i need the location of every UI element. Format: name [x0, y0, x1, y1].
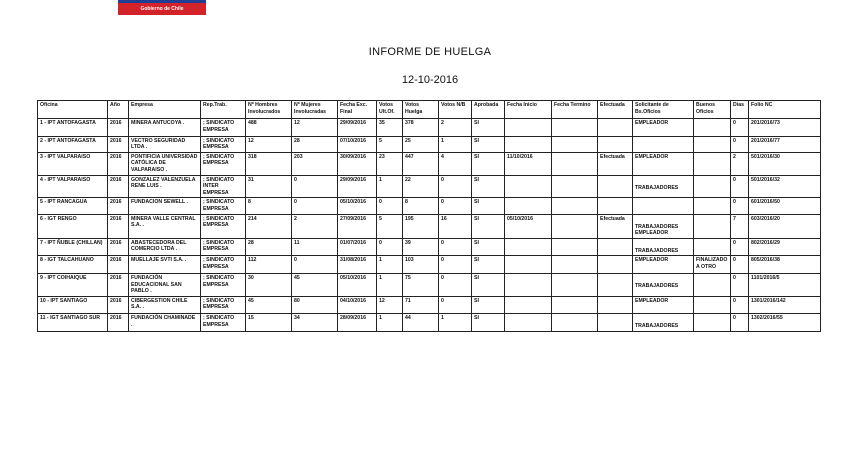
cell-empresa: FUNDACIÓN EDUCACIONAL SAN PABLO .	[129, 273, 201, 296]
solicitante-text: EMPLEADOR	[635, 297, 669, 304]
cell-hombres: 488	[246, 119, 292, 137]
cell-anio: 2016	[108, 256, 129, 274]
cell-termino	[552, 136, 598, 152]
cell-votos-huelga: 8	[403, 198, 439, 214]
column-header: Fecha Inicio	[505, 101, 552, 119]
cell-mujeres: 45	[292, 273, 338, 296]
cell-dias: 0	[731, 314, 749, 332]
column-header: Votos N/B	[439, 101, 472, 119]
cell-inicio: 11/10/2016	[505, 152, 552, 175]
cell-oficina: 5 - IPT RANCAGUA	[38, 198, 108, 214]
cell-votos-nb: 1	[439, 314, 472, 332]
solicitante-bottom-text: TRABAJADORES	[635, 247, 679, 254]
table-row	[38, 119, 821, 137]
table-row	[38, 214, 821, 238]
cell-solicitante	[633, 273, 694, 296]
cell-votos-ult: 1	[377, 256, 403, 274]
cell-solicitante	[633, 256, 694, 274]
cell-anio: 2016	[108, 296, 129, 314]
cell-votos-nb: 1	[439, 136, 472, 152]
cell-empresa: MINERA ANTUCOYA .	[129, 119, 201, 137]
cell-mujeres: 11	[292, 238, 338, 256]
column-header: Nº Hombres Involucrados	[246, 101, 292, 119]
cell-aprobada: SI	[472, 296, 505, 314]
cell-hombres: 15	[246, 314, 292, 332]
cell-efectuada	[598, 119, 633, 137]
cell-dias: 2	[731, 152, 749, 175]
solicitante-bottom-text: TRABAJADORES EMPLEADOR	[635, 223, 679, 237]
column-header: Fecha Exc. Final	[338, 101, 377, 119]
cell-votos-ult: 5	[377, 214, 403, 238]
strike-table	[37, 100, 821, 332]
cell-mujeres: 0	[292, 256, 338, 274]
cell-termino	[552, 152, 598, 175]
table-row	[38, 296, 821, 314]
column-header: Solicitante de Bs.Oficios	[633, 101, 694, 119]
cell-aprobada: SI	[472, 119, 505, 137]
cell-mujeres: 12	[292, 119, 338, 137]
cell-aprobada: SI	[472, 214, 505, 238]
solicitante-bottom-text: TRABAJADORES	[635, 323, 679, 330]
cell-solicitante	[633, 136, 694, 152]
cell-dias: 0	[731, 296, 749, 314]
cell-oficina: 1 - IPT ANTOFAGASTA	[38, 119, 108, 137]
cell-buenos	[694, 296, 731, 314]
column-header: Empresa	[129, 101, 201, 119]
cell-votos-ult: 0	[377, 238, 403, 256]
cell-inicio: 05/10/2016	[505, 214, 552, 238]
solicitante-text: EMPLEADOR	[635, 120, 669, 126]
cell-fecha-exc: 01/07/2016	[338, 238, 377, 256]
cell-hombres: 8	[246, 198, 292, 214]
cell-votos-nb: 4	[439, 152, 472, 175]
cell-votos-nb: 16	[439, 214, 472, 238]
cell-fecha-exc: 05/10/2016	[338, 198, 377, 214]
cell-empresa: ABASTECEDORA DEL COMERCIO LTDA .	[129, 238, 201, 256]
cell-mujeres: 0	[292, 198, 338, 214]
table-body	[38, 119, 821, 332]
cell-anio: 2016	[108, 175, 129, 198]
cell-fecha-exc: 28/09/2016	[338, 314, 377, 332]
cell-aprobada: SI	[472, 314, 505, 332]
cell-folio: 501/2016/32	[749, 175, 821, 198]
cell-efectuada	[598, 273, 633, 296]
column-header: Folio NC	[749, 101, 821, 119]
table-header-row	[38, 101, 821, 119]
column-header: Efectuada	[598, 101, 633, 119]
solicitante-bottom-text: TRABAJADORES	[635, 282, 679, 289]
cell-mujeres: 28	[292, 136, 338, 152]
cell-solicitante	[633, 119, 694, 137]
cell-hombres: 31	[246, 175, 292, 198]
cell-buenos	[694, 119, 731, 137]
cell-oficina: 2 - IPT ANTOFAGASTA	[38, 136, 108, 152]
cell-buenos	[694, 214, 731, 238]
cell-folio: 1101/2016/5	[749, 273, 821, 296]
cell-votos-ult: 0	[377, 198, 403, 214]
cell-dias: 0	[731, 136, 749, 152]
cell-efectuada	[598, 238, 633, 256]
cell-termino	[552, 314, 598, 332]
cell-empresa: PONTIFICIA UNIVERSIDAD CATÓLICA DE VALPARAISO .	[129, 152, 201, 175]
table-row	[38, 152, 821, 175]
table-row	[38, 238, 821, 256]
column-header: Oficina	[38, 101, 108, 119]
cell-mujeres: 80	[292, 296, 338, 314]
cell-anio: 2016	[108, 238, 129, 256]
cell-empresa: CIBERGESTION CHILE S.A. .	[129, 296, 201, 314]
cell-votos-ult: 1	[377, 314, 403, 332]
cell-termino	[552, 119, 598, 137]
column-header: Buenos Oficios	[694, 101, 731, 119]
cell-folio: 201/2016/77	[749, 136, 821, 152]
cell-votos-nb: 0	[439, 256, 472, 274]
cell-votos-huelga: 44	[403, 314, 439, 332]
cell-termino	[552, 175, 598, 198]
cell-votos-ult: 35	[377, 119, 403, 137]
cell-votos-nb: 0	[439, 296, 472, 314]
cell-fecha-exc: 07/10/2016	[338, 136, 377, 152]
cell-hombres: 45	[246, 296, 292, 314]
cell-solicitante	[633, 296, 694, 314]
cell-solicitante	[633, 314, 694, 332]
cell-inicio	[505, 238, 552, 256]
cell-empresa: FUNDACIÓN CHAMINADE .	[129, 314, 201, 332]
cell-efectuada	[598, 136, 633, 152]
cell-dias: 0	[731, 273, 749, 296]
cell-hombres: 318	[246, 152, 292, 175]
cell-votos-ult: 1	[377, 273, 403, 296]
logo-text: Gobierno de Chile	[118, 3, 206, 15]
table-row	[38, 175, 821, 198]
cell-oficina: 6 - IGT RENGO	[38, 214, 108, 238]
cell-folio: 501/2016/30	[749, 152, 821, 175]
cell-rep: ; SINDICATO INTER EMPRESA	[201, 175, 246, 198]
cell-inicio	[505, 314, 552, 332]
cell-fecha-exc: 29/09/2016	[338, 119, 377, 137]
cell-efectuada	[598, 198, 633, 214]
cell-efectuada: Efectuada	[598, 152, 633, 175]
column-header: Aprobada	[472, 101, 505, 119]
cell-rep: ; SINDICATO EMPRESA	[201, 119, 246, 137]
cell-hombres: 214	[246, 214, 292, 238]
cell-anio: 2016	[108, 136, 129, 152]
cell-dias: 0	[731, 198, 749, 214]
cell-termino	[552, 296, 598, 314]
cell-votos-huelga: 25	[403, 136, 439, 152]
cell-rep: ; SINDICATO EMPRESA	[201, 273, 246, 296]
cell-votos-ult: 5	[377, 136, 403, 152]
report-date: 12-10-2016	[401, 74, 459, 86]
cell-anio: 2016	[108, 152, 129, 175]
cell-empresa: VECTRO SEGURIDAD LTDA .	[129, 136, 201, 152]
cell-votos-ult: 1	[377, 175, 403, 198]
table-row	[38, 314, 821, 332]
cell-inicio	[505, 296, 552, 314]
cell-aprobada: SI	[472, 256, 505, 274]
cell-votos-ult: 23	[377, 152, 403, 175]
cell-folio: 1301/2016/142	[749, 296, 821, 314]
column-header: Fecha Termino	[552, 101, 598, 119]
cell-buenos	[694, 238, 731, 256]
cell-solicitante	[633, 152, 694, 175]
cell-fecha-exc: 30/09/2016	[338, 152, 377, 175]
cell-fecha-exc: 29/09/2016	[338, 175, 377, 198]
cell-efectuada	[598, 175, 633, 198]
cell-votos-huelga: 447	[403, 152, 439, 175]
cell-dias: 0	[731, 256, 749, 274]
cell-folio: 201/2016/73	[749, 119, 821, 137]
column-header: Votos Ult.Of.	[377, 101, 403, 119]
cell-efectuada	[598, 296, 633, 314]
cell-buenos: FINALIZADO A OTRO	[694, 256, 731, 274]
cell-efectuada: Efectuada	[598, 214, 633, 238]
cell-aprobada: SI	[472, 175, 505, 198]
cell-fecha-exc: 04/10/2016	[338, 296, 377, 314]
cell-oficina: 11 - IGT SANTIAGO SUR	[38, 314, 108, 332]
cell-votos-ult: 12	[377, 296, 403, 314]
cell-rep: ; SINDICATO EMPRESA	[201, 152, 246, 175]
cell-anio: 2016	[108, 119, 129, 137]
cell-aprobada: SI	[472, 152, 505, 175]
gobierno-logo	[118, 0, 206, 15]
cell-anio: 2016	[108, 314, 129, 332]
cell-inicio	[505, 175, 552, 198]
cell-oficina: 9 - IPT COIHAIQUE	[38, 273, 108, 296]
cell-empresa: FUNDACION SEWELL .	[129, 198, 201, 214]
cell-efectuada	[598, 256, 633, 274]
table-row	[38, 136, 821, 152]
cell-oficina: 7 - IPT ÑUBLE (CHILLAN)	[38, 238, 108, 256]
cell-termino	[552, 256, 598, 274]
table-row	[38, 256, 821, 274]
cell-anio: 2016	[108, 214, 129, 238]
cell-rep: ; SINDICATO EMPRESA	[201, 136, 246, 152]
cell-votos-huelga: 378	[403, 119, 439, 137]
column-header: Rep.Trab.	[201, 101, 246, 119]
cell-folio: 805/2016/38	[749, 256, 821, 274]
cell-votos-nb: 0	[439, 238, 472, 256]
cell-votos-nb: 0	[439, 198, 472, 214]
cell-rep: ; SINDICATO EMPRESA	[201, 296, 246, 314]
cell-votos-nb: 0	[439, 175, 472, 198]
cell-empresa: MUELLAJE SVTI S.A. .	[129, 256, 201, 274]
cell-votos-huelga: 103	[403, 256, 439, 274]
cell-inicio	[505, 273, 552, 296]
cell-buenos	[694, 152, 731, 175]
column-header: Nº Mujeres Involucradas	[292, 101, 338, 119]
cell-anio: 2016	[108, 198, 129, 214]
cell-termino	[552, 198, 598, 214]
cell-oficina: 4 - IPT VALPARAISO	[38, 175, 108, 198]
cell-efectuada	[598, 314, 633, 332]
cell-votos-huelga: 75	[403, 273, 439, 296]
cell-oficina: 3 - IPT VALPARAISO	[38, 152, 108, 175]
cell-inicio	[505, 256, 552, 274]
cell-aprobada: SI	[472, 136, 505, 152]
cell-hombres: 112	[246, 256, 292, 274]
cell-dias: 7	[731, 214, 749, 238]
cell-termino	[552, 238, 598, 256]
cell-mujeres: 2	[292, 214, 338, 238]
cell-dias: 0	[731, 119, 749, 137]
cell-empresa: GONZALEZ VALENZUELA RENE LUIS .	[129, 175, 201, 198]
cell-aprobada: SI	[472, 238, 505, 256]
cell-solicitante	[633, 238, 694, 256]
cell-mujeres: 203	[292, 152, 338, 175]
cell-aprobada: SI	[472, 198, 505, 214]
cell-folio: 802/2016/29	[749, 238, 821, 256]
cell-folio: 603/2016/20	[749, 214, 821, 238]
cell-termino	[552, 273, 598, 296]
cell-votos-huelga: 39	[403, 238, 439, 256]
cell-termino	[552, 214, 598, 238]
cell-anio: 2016	[108, 273, 129, 296]
column-header: Días	[731, 101, 749, 119]
cell-mujeres: 34	[292, 314, 338, 332]
cell-folio: 1302/2016/55	[749, 314, 821, 332]
cell-votos-huelga: 22	[403, 175, 439, 198]
cell-rep: ; SINDICATO EMPRESA	[201, 238, 246, 256]
cell-votos-nb: 0	[439, 273, 472, 296]
solicitante-text: EMPLEADOR	[635, 153, 669, 160]
cell-oficina: 8 - IGT TALCAHUANO	[38, 256, 108, 274]
solicitante-text: EMPLEADOR	[635, 257, 669, 264]
cell-fecha-exc: 27/09/2016	[338, 214, 377, 238]
cell-votos-huelga: 195	[403, 214, 439, 238]
cell-solicitante	[633, 198, 694, 214]
cell-votos-huelga: 71	[403, 296, 439, 314]
table-row	[38, 273, 821, 296]
cell-folio: 601/2016/50	[749, 198, 821, 214]
cell-hombres: 12	[246, 136, 292, 152]
cell-buenos	[694, 198, 731, 214]
cell-rep: ; SINDICATO EMPRESA	[201, 256, 246, 274]
cell-rep: ; SINDICATO EMPRESA	[201, 314, 246, 332]
cell-fecha-exc: 05/10/2016	[338, 273, 377, 296]
cell-rep: ; SINDICATO EMPRESA	[201, 198, 246, 214]
column-header: Votos Huelga	[403, 101, 439, 119]
cell-hombres: 28	[246, 238, 292, 256]
cell-aprobada: SI	[472, 273, 505, 296]
column-header: Año	[108, 101, 129, 119]
cell-fecha-exc: 31/08/2016	[338, 256, 377, 274]
cell-solicitante	[633, 214, 694, 238]
cell-inicio	[505, 198, 552, 214]
cell-mujeres: 0	[292, 175, 338, 198]
cell-empresa: MINERA VALLE CENTRAL S.A. .	[129, 214, 201, 238]
cell-inicio	[505, 119, 552, 137]
cell-buenos	[694, 273, 731, 296]
cell-buenos	[694, 314, 731, 332]
cell-dias: 0	[731, 238, 749, 256]
cell-votos-nb: 2	[439, 119, 472, 137]
table-row	[38, 198, 821, 214]
cell-buenos	[694, 175, 731, 198]
cell-inicio	[505, 136, 552, 152]
cell-buenos	[694, 136, 731, 152]
cell-rep: ; SINDICATO EMPRESA	[201, 214, 246, 238]
cell-hombres: 30	[246, 273, 292, 296]
cell-solicitante	[633, 175, 694, 198]
report-title: INFORME DE HUELGA	[368, 46, 492, 58]
cell-dias: 0	[731, 175, 749, 198]
solicitante-bottom-text: TRABAJADORES	[635, 184, 679, 191]
cell-oficina: 10 - IPT SANTIAGO	[38, 296, 108, 314]
